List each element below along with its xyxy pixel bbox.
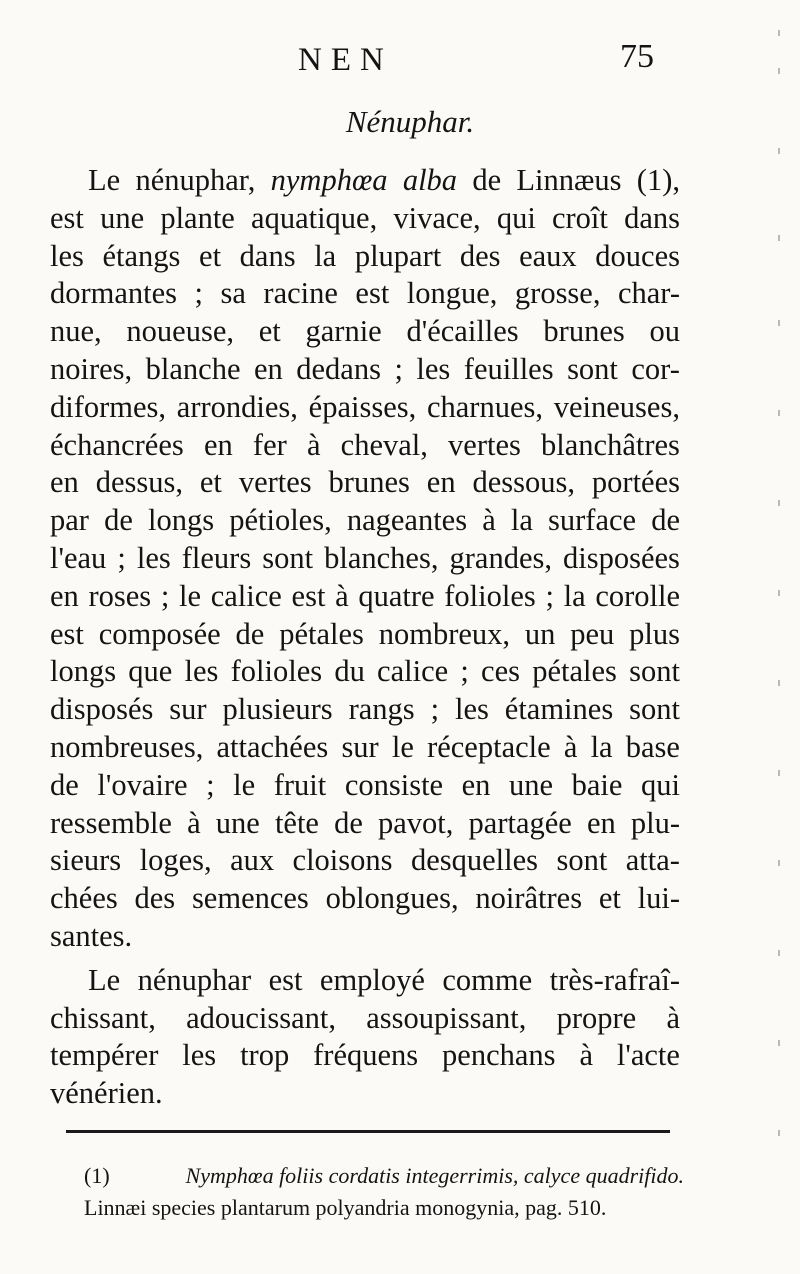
- footnote-rule: [66, 1130, 670, 1133]
- paragraph-1: [50, 162, 680, 956]
- paragraph-2: [50, 962, 680, 1113]
- page-number: 75: [620, 38, 654, 75]
- section-title: Nénuphar.: [345, 104, 475, 139]
- text-line: chées des semences oblongues, noirâtres et lui-: [50, 881, 680, 916]
- text-line: de l'ovaire ; le fruit consiste en une baie qui: [50, 767, 680, 802]
- text-line: est une plante aquatique, vivace, qui croît dans: [50, 200, 680, 235]
- text-line: dormantes ; sa racine est longue, grosse, char-: [50, 276, 680, 311]
- text-line: l'eau ; les fleurs sont blanches, grandes, disposées: [50, 540, 680, 575]
- text-line: en roses ; le calice est à quatre folioles ; la corolle: [50, 578, 680, 613]
- running-head-word: NEN: [298, 42, 393, 78]
- footnote-line-1: (1) Nymphœa foliis cordatis integerrimis, calyce quadrifido.: [84, 1163, 684, 1188]
- running-head: [0, 38, 800, 98]
- text-line: disposés sur plusieurs rangs ; les étamines sont: [50, 692, 680, 727]
- text-line: Le nénuphar est employé comme très-rafraî-: [88, 962, 680, 997]
- text-line: ressemble à une tête de pavot, partagée en plu-: [50, 805, 680, 840]
- body-text: [50, 162, 680, 1113]
- text-line: noires, blanche en dedans ; les feuilles sont cor-: [50, 351, 680, 386]
- text-line: les étangs et dans la plupart des eaux douces: [50, 238, 680, 273]
- text-line: nombreuses, attachées sur le réceptacle à la base: [50, 729, 680, 764]
- text-line: nue, noueuse, et garnie d'écailles brunes ou: [50, 314, 680, 349]
- text-line: vénérien.: [50, 1076, 163, 1111]
- scan-edge-marks: [774, 20, 780, 1220]
- text-line: tempérer les trop fréquens penchans à l'acte: [50, 1038, 680, 1073]
- footnote: [84, 1160, 684, 1224]
- text-line: échancrées en fer à cheval, vertes blanchâtres: [50, 427, 680, 462]
- text-line: est composée de pétales nombreux, un peu plus: [50, 616, 680, 651]
- text-line: longs que les folioles du calice ; ces pétales sont: [50, 654, 680, 689]
- text-line: par de longs pétioles, nageantes à la surface de: [50, 503, 680, 538]
- footnote-line-2: Linnæi species plantarum polyandria monogynia, pag. 510.: [84, 1195, 607, 1220]
- text-line: diformes, arrondies, épaisses, charnues, veineuses,: [50, 389, 680, 424]
- text-line: Le nénuphar, nymphœa alba de Linnæus (1),: [88, 163, 680, 197]
- text-line: chissant, adoucissant, assoupissant, propre à: [50, 1000, 680, 1035]
- text-line: sieurs loges, aux cloisons desquelles sont atta-: [50, 843, 680, 878]
- text-line: santes.: [50, 918, 133, 953]
- text-line: en dessus, et vertes brunes en dessous, portées: [50, 465, 680, 500]
